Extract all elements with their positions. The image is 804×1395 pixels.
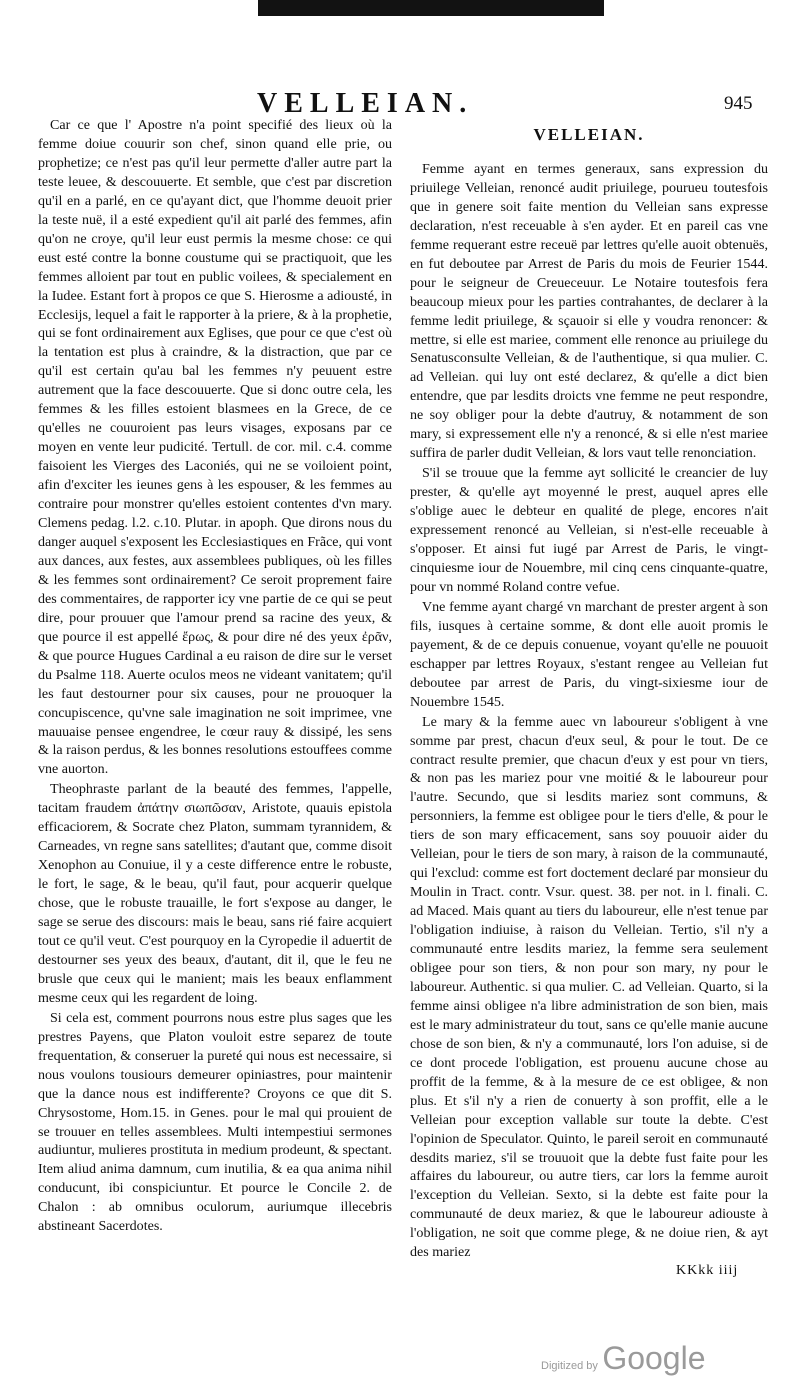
- watermark-prefix: Digitized by: [541, 1360, 598, 1372]
- top-border-bar: [258, 0, 604, 16]
- right-paragraph: Femme ayant en termes generaux, sans expression du priuilege Velleian, renoncé audit priuilege, pourueu toutesfois que in genere soit faite mention du Velleian sans expresse declaration, n'est receuable à s'en ayder. Et en pareil cas vne femme requerant estre receuë par lettres qu'elle auoit obtenuës, en fut deboutee par Arrest de Paris du mois de Feurier 1544. pour le seigneur de Creueceuur. Le Notaire toutesfois fera beaucoup mieux pour les parties contrahantes, de declarer à la femme ledit priuilege, & sçauoir si elle y voudra renoncer: & mettre, si elle est mariee, comment elle renonce au priuilege du Senatusconsulte Velleian, & de l'authentique, si qua mulier. C. ad Velleian. qui luy ont esté declarez, & qu'elle a dict bien entendre, que par lesdits droicts vne femme ne peut respondre, ne soy obliger pour la debte d'autruy, & notamment de son mary, si expressement elle n'y a renoncé, & si elle n'est mariee suffira de parler dudit Velleian, & lors vaut telle renonciation.: [410, 160, 768, 462]
- running-title: VELLEIAN.: [257, 88, 474, 119]
- page-number: 945: [724, 93, 753, 114]
- right-paragraph: S'il se trouue que la femme ayt sollicité le creancier de luy prester, & qu'elle ayt moyenné le prest, auquel apres elle s'oblige auec le debteur en qualité de plege, encores n'ait expressement renoncé au Velleian, si n'est-elle receuable à s'opposer. Et ainsi fut iugé par Arrest de Paris, le vingt-cinquiesme iour de Nouembre, mil cinq cens cinquante-quatre, pour vn nommé Roland contre vefue.: [410, 465, 768, 595]
- digitized-watermark: [541, 1340, 706, 1377]
- right-column: [410, 126, 768, 1263]
- section-title: VELLEIAN.: [533, 125, 645, 144]
- left-paragraph: Si cela est, comment pourrons nous estre plus sages que les prestres Payens, que Platon vouloit estre separez de toute frequentation, & conseruer la pureté qui nous est necessaire, si nous voulons tousiours demeurer opiniastres, pour maintenir que la dance nous est indifferente? Croyons ce que dit S. Chrysostome, Hom.15. in Genes. pour le mal qui prouient de se trouuer en telles assemblees. Multi intempestiui sermones audiuntur, mulieres prostituta in medium prodeunt, & spectant. Item aliud anima damnum, cum inutilia, & ea qua anima nihil conducunt, ibi conspiciuntur. Et pource le Concile 2. de Chalon : ab omnibus oculorum, auriumque illecebris abstineant Sacerdotes.: [38, 1009, 392, 1235]
- left-paragraph: Theophraste parlant de la beauté des femmes, l'appelle, tacitam fraudem ἀπάτην σιωπῶσαν, Aristote, quauis epistola efficaciorem, & Socrate chez Platon, summam tyrannidem, & Carneades, vn regne sans satellites; d'autant que, comme disoit Xenophon au Conuiue, il y a ceste difference entre le robuste, le fort, le sage, & le beau, qu'il faut, pour acquerir quelque chose, que le robuste trauaille, le fort s'expose au danger, le sage se serue des discours: mais le beau, sans rié faire acquiert tout ce qu'il veut. C'est pourquoy en la Cyropedie il aduertit de destourner ses yeux des beaux, d'autant, dit il, que le feu ne brusle que ceux qui le manient; mais les beaux enflamment mesme ceux qui les regardent de loing.: [38, 781, 392, 1006]
- google-logo: Google: [602, 1340, 706, 1376]
- signature-mark: KKkk iiij: [676, 1263, 739, 1278]
- right-paragraph: Vne femme ayant chargé vn marchant de prester argent à son fils, iusques à certaine somme, & dont elle auoit promis le payement, & de ce depuis conuenue, voyant qu'elle ne pouuoit eschapper par lettres Royaux, s'estant rengee au Velleian fut deboutee par arrest de Paris, du vingt-sixiesme iour de Nouembre 1545.: [410, 598, 768, 710]
- left-paragraph: Car ce que l' Apostre n'a point specifié des lieux où la femme doiue couurir son chef, sinon quand elle prie, ou prophetize; ce n'est pas qu'il leur permette d'aller autre part la teste leuee, & descouuerte. Et semble, que c'est par discretion qu'il en a parlé, en ce qu'ayant dict, que l'homme deuoit prier la teste nuë, il a esté expedient qu'il ait parlé des femmes, afin qu'on ne croye, qu'il leur eust permis la mesme chose: ce qui eust esté contre la bonne coustume qui se practiquoit, que les femmes alloient par tout en public voilees, & specialement en la Iudee. Estant fort à propos ce que S. Hierosme a adiousté, in Ecclesijs, lequel a fait le rapporter à la priere, & à la prophetie, qui se font ordinairement aux Eglises, que pour ce que c'est où la tentation est plus à craindre, & la distraction, que par ce qu'il est certain qu'au bal les femmes n'y peuuent estre autrement que la face descouuerte. Que si donc outre cela, les femmes & les filles estoient blasmees en la Grece, de ce qu'elles ne couuroient pas leurs visages, exposans par ce moyen en vente leur pudicité. Tertull. de cor. mil. c.4. comme faisoient les Vierges des Laconiés, qui ne se voiloient point, afin d'exciter les ieunes gens à les espouser, & les femmes au contraire pour monstrer qu'elles estoient contentes d'vn mary. Clemens pedag. l.2. c.10. Plutar. in apoph. Que dirons nous du danger auquel s'exposent les Ecclesiastiques en Frãce, qui vont aux dances, aux festes, aux assemblees publiques, où les filles & les femmes sont ordinairement? Ce seroit proprement faire des commentaires, de rapporter icy vne partie de ce qui se peut dire, pour prouuer que l'amour prend sa racine des yeux, & que pource il est appellé ἔρως, & pour dire né des yeux ἐρᾶν, & que pource Hugues Cardinal a eu raison de dire sur le verset du Psalme 118. Auerte oculos meos ne videant vanitatem; qu'il les faut destourner pour six causes, pour ne prouoquer la concupiscence, qu'vne sale imagination ne soit imprimee, vne mauuaise pensee engendree, le cœur rauy & dissipé, les sens & la raison perdus, & les bonnes resolutions estouffees comme vne auorton.: [38, 117, 392, 778]
- left-column: [38, 116, 392, 1237]
- right-paragraph: Le mary & la femme auec vn laboureur s'obligent à vne somme par prest, chacun d'eux seul, & pour le tout. De ce contract resulte premier, que chacun d'eux y est pour vn tiers, & non pas les mariez pour vne moitié & le laboureur pour l'autre. Secundo, que si lesdits mariez sont communs, & personniers, la femme est obligee pour le tiers d'elle, & pour le tiers de son mary efficacement, sans soy pouuoir aider du Velleian, pour le tiers de son mary, à raison de la communauté, qui l'exclud: comme est fort doctement declaré par monsieur du Moulin in Tract. contr. Vsur. quest. 38. per not. in l. finali. C. ad Maced. Mais quant au tiers du laboureur, elle n'est tenue par l'obligation indiuise, à raison du Velleian. Tertio, s'il n'y a communauté entre lesdits mariez, la femme sera seulement obligee pour son tiers, & non pour son mary, ny pour le laboureur. Authentic. si qua mulier. C. ad Velleian. Quarto, si la femme ainsi obligee n'a libre administration de son bien, mais est le mary administrateur du tout, sans ce qu'elle manie aucune chose de son bien, & n'y a communauté, lors l'on aduise, si de ce dont procede l'obligation, est prouenu aucune chose au proffit de la femme, & à la mesure de ce est obligee, & non plus. Et s'il n'y a rien de conuerty à son proffit, elle a le Velleian pour exception vallable sur toute la debte. C'est l'opinion de Speculator. Quinto, le pareil seroit en communauté desdits mariez, s'il se trouuoit que la debte fust faite pour les affaires du laboureur, ou autre tiers, car lors la femme auroit l'exception du Velleian. Sexto, si la debte est faite pour la communauté de deux mariez, & que le laboureur adiouste à l'obligation, ne soit que comme plege, & ne doiue rien, & ayt des mariez: [410, 713, 768, 1261]
